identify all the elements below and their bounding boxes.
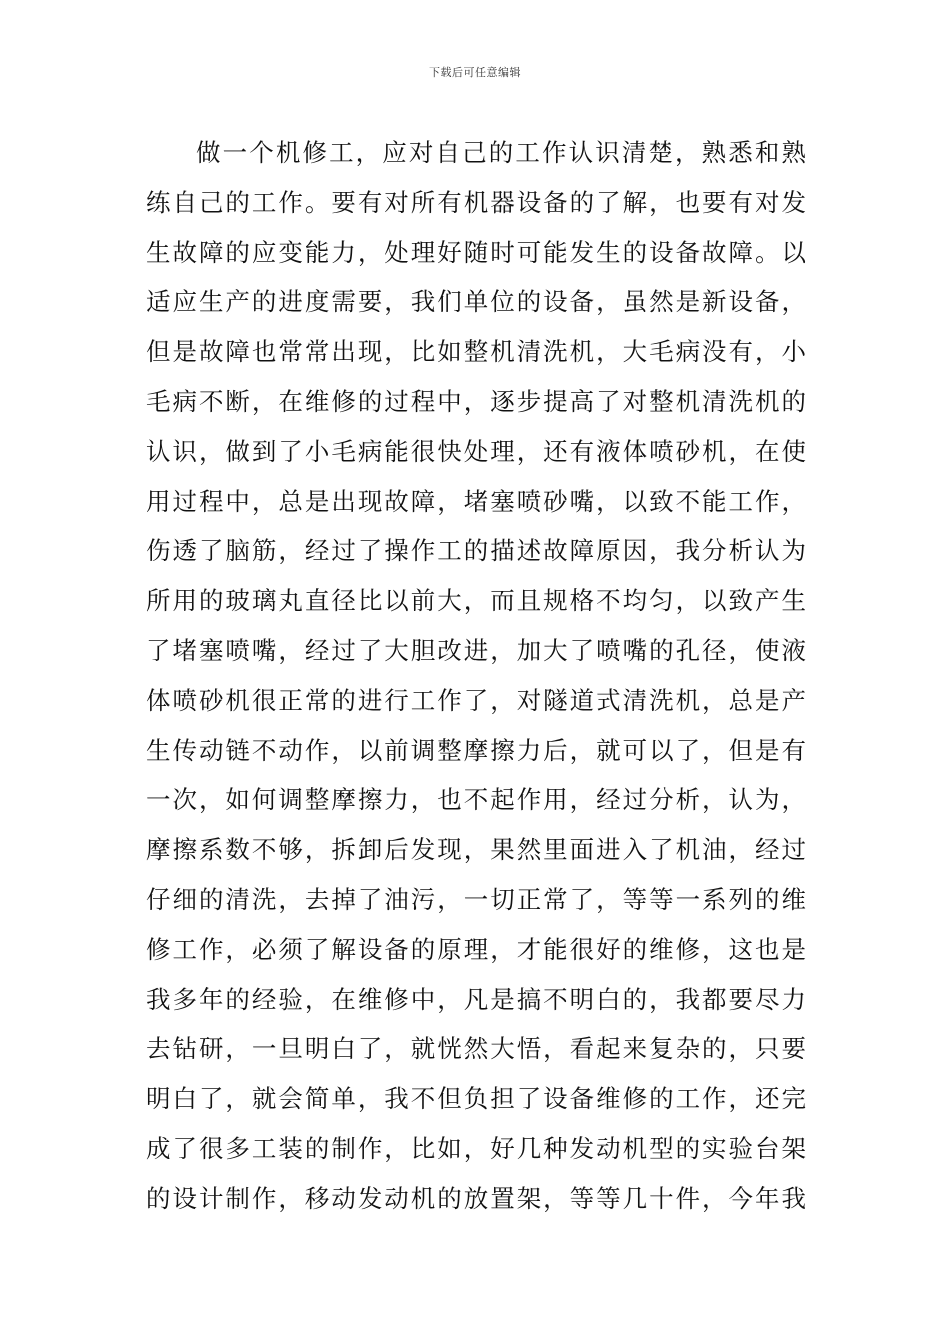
text-line: 的设计制作，移动发动机的放置架，等等几十件，今年我 bbox=[146, 1183, 806, 1213]
text-line: 所用的玻璃丸直径比以前大，而且规格不均匀，以致产生 bbox=[146, 586, 806, 616]
text-line: 明白了，就会简单，我不但负担了设备维修的工作，还完 bbox=[146, 1084, 806, 1114]
text-line: 一次，如何调整摩擦力，也不起作用，经过分析，认为， bbox=[146, 785, 806, 815]
text-line: 摩擦系数不够，拆卸后发现，果然里面进入了机油，经过 bbox=[146, 835, 806, 865]
text-line: 适应生产的进度需要，我们单位的设备，虽然是新设备， bbox=[146, 287, 806, 317]
text-line: 练自己的工作。要有对所有机器设备的了解，也要有对发 bbox=[146, 187, 806, 217]
text-line: 做一个机修工，应对自己的工作认识清楚，熟悉和熟 bbox=[196, 138, 806, 167]
text-line: 用过程中，总是出现故障，堵塞喷砂嘴，以致不能工作， bbox=[146, 486, 806, 516]
text-line: 认识，做到了小毛病能很快处理，还有液体喷砂机，在使 bbox=[146, 436, 806, 466]
body-paragraph bbox=[146, 128, 806, 1224]
text-line: 但是故障也常常出现，比如整机清洗机，大毛病没有，小 bbox=[146, 337, 806, 367]
text-line: 体喷砂机很正常的进行工作了，对隧道式清洗机，总是产 bbox=[146, 685, 806, 715]
text-line: 了堵塞喷嘴，经过了大胆改进，加大了喷嘴的孔径，使液 bbox=[146, 635, 806, 665]
text-line: 生故障的应变能力，处理好随时可能发生的设备故障。以 bbox=[146, 237, 806, 267]
text-line: 仔细的清洗，去掉了油污，一切正常了，等等一系列的维 bbox=[146, 884, 806, 914]
text-line: 伤透了脑筋，经过了操作工的描述故障原因，我分析认为 bbox=[146, 536, 806, 566]
text-line: 我多年的经验，在维修中，凡是搞不明白的，我都要尽力 bbox=[146, 984, 806, 1014]
text-line: 修工作，必须了解设备的原理，才能很好的维修，这也是 bbox=[146, 934, 806, 964]
text-line: 毛病不断，在维修的过程中，逐步提高了对整机清洗机的 bbox=[146, 386, 806, 416]
text-line: 生传动链不动作，以前调整摩擦力后，就可以了，但是有 bbox=[146, 735, 806, 765]
text-line: 去钻研，一旦明白了，就恍然大悟，看起来复杂的，只要 bbox=[146, 1034, 806, 1064]
page-header: 下载后可任意编辑 bbox=[429, 66, 521, 79]
text-line: 成了很多工装的制作，比如，好几种发动机型的实验台架 bbox=[146, 1133, 806, 1163]
